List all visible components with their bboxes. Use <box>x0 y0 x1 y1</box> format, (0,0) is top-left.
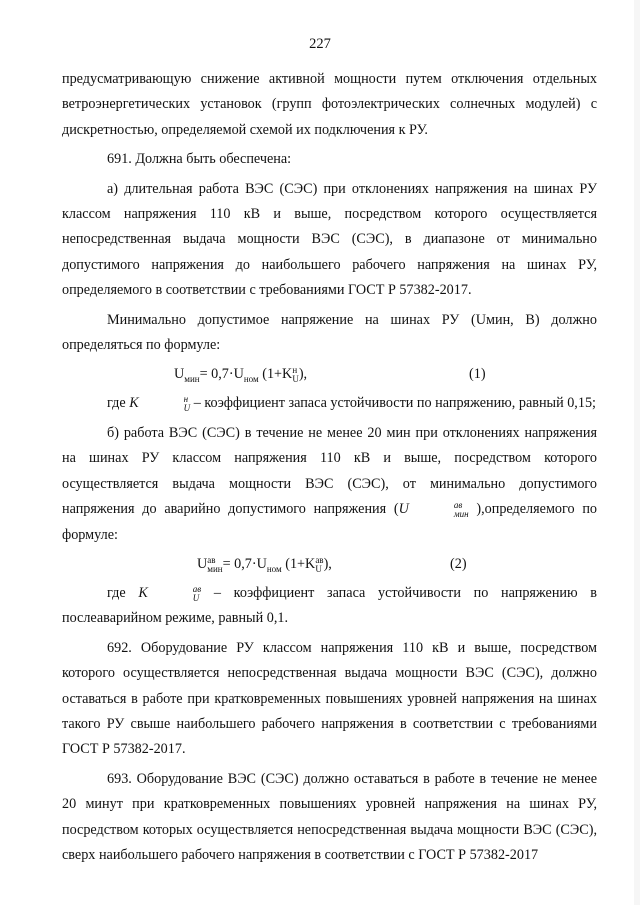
paragraph-k-definition <box>62 391 597 416</box>
paragraph-691-b-text: б) работа ВЭС (СЭС) в течение не менее 20 мин при отклонениях напряжения на шинах РУ классом напряжения 110 кВ и выше, посредством которого осуществляется выдача мощности ВЭС (СЭС), от минимально допустимого напряжения до аварийно допустимого напряжения <box>62 424 597 518</box>
paragraph-691: 691. Должна быть обеспечена: <box>107 151 292 168</box>
u-av-sup: ав <box>453 499 463 510</box>
k-av-definition-text: – коэффициент запаса устойчивости по напряжению в послеаварийном режиме, равный 0,1. <box>62 584 598 627</box>
k-av-indices <box>148 585 201 603</box>
formula-2-middle: = 0,7·U <box>222 555 267 572</box>
document-body <box>62 67 597 872</box>
uav-open: ( <box>393 501 399 518</box>
formula-2-expression <box>197 552 332 582</box>
formula-1-u-sub: мин <box>184 374 200 385</box>
formula-2-k-sub: U <box>315 563 322 574</box>
u-av-letter: U <box>398 501 409 518</box>
formula-1-open: (1+K <box>258 366 293 383</box>
k-av-symbol <box>138 585 201 601</box>
formula-2 <box>62 552 597 577</box>
k-av-sub: U <box>192 592 200 603</box>
k-definition-text: – коэффициент запаса устойчивости по напряжению, равный 0,15; <box>193 395 596 412</box>
k-u-letter: K <box>129 395 139 412</box>
formula-1-nom-sub: ном <box>243 374 259 385</box>
formula-2-number: (2) <box>450 555 467 572</box>
where-label-2: где <box>107 584 126 601</box>
formula-2-open: (1+K <box>281 555 316 572</box>
formula-2-close: ), <box>323 555 332 572</box>
formula-2-u: U <box>197 555 208 572</box>
k-av-letter: K <box>138 584 148 601</box>
formula-1 <box>62 362 597 387</box>
k-u-sup: н <box>183 394 189 405</box>
paragraph-692: 692. Оборудование РУ классом напряжения 110 кВ и выше, посредством которого осуществляется непосредственная выдача мощности ВЭС (СЭС), должно оставаться в работе при кратковременных повышениях уровней напряжения на шинах такого РУ свыше наибольшего рабочего напряжения в соответствии с требованиями ГОСТ Р 57382-2017. <box>62 639 597 758</box>
formula-1-u: U <box>174 366 185 383</box>
k-u-indices <box>139 395 191 413</box>
where-label: где <box>107 395 126 412</box>
formula-1-close: ), <box>298 366 308 383</box>
page-number: 227 <box>309 36 331 52</box>
paragraph-min-voltage: Минимально допустимое напряжение на шинах РУ (Uмин, В) должно определяться по формуле: <box>62 311 597 354</box>
k-u-symbol <box>129 394 191 414</box>
formula-2-u-indices <box>207 556 222 574</box>
formula-1-k-sub: U <box>292 374 299 385</box>
paragraph-continuation: предусматривающую снижение активной мощности путем отключения отдельных ветроэнергетических установок (групп фотоэлектрических солнечных модулей) с дискретностью, определяемой схемой их подключения к РУ. <box>62 71 597 138</box>
formula-1-middle: = 0,7·U <box>199 366 244 383</box>
formula-1-expression <box>174 362 307 392</box>
page-edge-shadow <box>634 0 640 905</box>
paragraph-693: 693. Оборудование ВЭС (СЭС) должно оставаться в работе в течение не менее 20 минут при кратковременных повышениях уровней напряжения на шинах РУ, посредством которых осуществляется непосредственная выдача мощности ВЭС (СЭС), сверх наибольшего рабочего напряжения в соответствии с ГОСТ Р 57382-2017 <box>62 770 597 863</box>
formula-2-u-sup: ав <box>207 554 216 565</box>
formula-2-u-sub: мин <box>207 563 223 574</box>
u-av-symbol <box>399 501 469 517</box>
paragraph-691-a: а) длительная работа ВЭС (СЭС) при отклонениях напряжения на шинах РУ классом напряжения 110 кВ и выше, посредством которого осуществляется непосредственная выдача мощности ВЭС (СЭС), в диапазоне от минимально допустимого напряжения до наибольшего рабочего напряжения на шинах РУ, определяемого в соответствии с требованиями ГОСТ Р 57382-2017. <box>62 180 597 299</box>
k-av-sup: ав <box>192 583 202 594</box>
formula-1-number: (1) <box>469 366 486 383</box>
paragraph-k-av-definition <box>62 581 597 632</box>
paragraph-691-b <box>62 421 597 548</box>
formula-2-k-indices <box>315 556 323 574</box>
k-u-sub: U <box>183 403 191 414</box>
formula-2-nom-sub: ном <box>266 563 282 574</box>
u-av-indices <box>409 501 469 519</box>
paragraph-691-b-tail: ),определяемого по формуле: <box>62 501 597 543</box>
formula-2-k-sup: ав <box>315 554 324 565</box>
formula-1-k-sup: н <box>292 365 298 376</box>
u-av-sub: мин <box>453 508 469 519</box>
